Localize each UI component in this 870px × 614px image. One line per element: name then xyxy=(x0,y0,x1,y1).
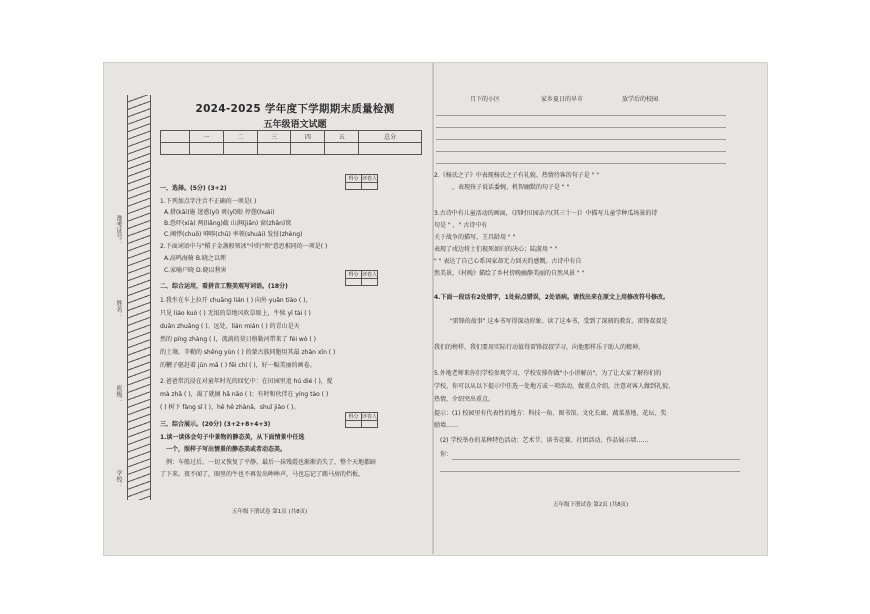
binding-label-exam-number: 准考证号： xyxy=(115,215,122,245)
grader-name-label: 评卷人 xyxy=(362,272,378,278)
grader-cell[interactable] xyxy=(346,279,362,286)
grader-score-label: 得分 xyxy=(346,271,362,279)
score-cell[interactable] xyxy=(223,143,257,155)
topic-option-2: 家乡夏日的早市 xyxy=(541,96,584,103)
option-text: C.家喻户晓 D.晓以利害 xyxy=(164,267,227,274)
exam-title: 2024-2025 学年度下学期期末质量检测 xyxy=(195,103,395,115)
passage-line: 的鞭子驱赶着 jūn mǎ ( ) fēi chí ( )，好一幅美丽的画卷。 xyxy=(160,362,316,369)
passage-line: "雷锋的故事" 这本书写得深动形象。读了这本书，受到了深刻的教育。雷锋叔叔是 xyxy=(450,318,668,325)
passage-line: 1.我坐在车上拉开 chuāng lián ( ) 向外 yuǎn tiào ( )， xyxy=(160,297,312,304)
binding-label-class: 班级： xyxy=(115,385,122,403)
answer-line[interactable] xyxy=(452,459,740,460)
answer-line[interactable] xyxy=(440,471,740,472)
score-cell[interactable] xyxy=(190,143,224,155)
question-4-heading: 4.下面一段话有2处错字，1处标点错误，2处语病。请找出来在原文上用修改符号修改。 xyxy=(434,294,669,301)
question-text: 一个，照样子写出情景的静态美或者动态美。 xyxy=(166,446,287,453)
score-cell[interactable] xyxy=(257,143,291,155)
score-cell[interactable] xyxy=(359,143,422,155)
passage-line: 然的 píng zhàng ( )，流淌的莫日格勒河带来了 féi wò ( ) xyxy=(160,336,316,343)
grader-cell[interactable] xyxy=(362,183,378,190)
score-cell[interactable] xyxy=(291,143,325,155)
hint-text: 提示：(1) 校园里有代表性的地方：科技一角、图书馆、文化长廊、蔬菜基地、花坛、奖 xyxy=(434,410,667,417)
question-text: 表现了戍边将士们视死如归的决心；陆游用 " " xyxy=(434,246,558,253)
right-page-footer: 五年级下册试卷 第2页 (共8页) xyxy=(553,502,629,508)
topic-option-1: 月下的小区 xyxy=(470,96,501,103)
option-text: A.高鸣海骑 B.晓之以理 xyxy=(164,255,226,262)
passage-line: 2.爸爸常沉浸在对童年时光的回忆中：在田园里追 hú dié ( )，捉 xyxy=(160,378,333,385)
answer-line[interactable] xyxy=(436,151,726,152)
grader-score-label: 得分 xyxy=(346,175,362,183)
topic-option-3: 放学后的校园 xyxy=(622,96,659,103)
binding-label-school: 学校： xyxy=(115,470,122,488)
grader-cell[interactable] xyxy=(362,421,378,428)
section-3-heading: 三、综合展示。(20分) (3+2+8+4+3) xyxy=(160,421,271,428)
question-text: 学校，你可以从以下提示中任选一处地方或一项活动，做重点介绍，注意对客人做到礼貌、 xyxy=(434,383,675,390)
grader-cell[interactable] xyxy=(362,279,378,286)
passage-line: 我们的榜样，我们要用实际行动值得雷锋叔叔学习，向他那样乐于助人的精神。 xyxy=(434,344,645,351)
question-text: 1.读一读体会句子中景物的静态美，从下面情景中任选 xyxy=(160,434,305,441)
question-text: 热情，介绍突出重点。 xyxy=(434,396,495,403)
question-text: 关于战争的描写，王昌龄用 " " xyxy=(434,234,516,241)
option-text: A.措(kāi)施 迷惑(yí) 爽(yī)眼 停憩(huái) xyxy=(164,209,275,216)
passage-line: duān zhuāng ( )。远处，lián mián ( ) 的青山是天 xyxy=(160,323,300,330)
passage-line: mà zhā ( )，渴了就摘 hā nǎo ( )；有时和伙伴在 yíng tào ( ) xyxy=(160,391,329,398)
binding-strip xyxy=(127,95,151,500)
grader-score-label: 得分 xyxy=(346,413,362,421)
answer-line[interactable] xyxy=(436,127,726,128)
grader-name-label: 评卷人 xyxy=(362,414,378,420)
grader-box-2 xyxy=(345,270,378,286)
score-header-total: 总分 xyxy=(359,131,422,143)
score-header-1: 一 xyxy=(190,131,224,143)
answer-prompt: 你： xyxy=(440,451,453,458)
score-header-2: 二 xyxy=(223,131,257,143)
option-text: C.阐悸(chuō) 呻嚀(chū) 率领(shuài) 发怔(zhèng) xyxy=(164,231,303,238)
question-text: " " 表达了自己心系国家却无力回天的感慨。古诗中有自 xyxy=(434,258,582,265)
question-text: 2.下面词语中与"稻子金盏般领冰"中的"领"意思相同的一项是( ) xyxy=(160,243,328,250)
grader-cell[interactable] xyxy=(346,183,362,190)
section-1-heading: 一、选择。(5分) (3+2) xyxy=(160,185,227,192)
left-page-footer: 五年级下册试卷 第1页 (共8页) xyxy=(232,509,308,515)
example-line: 了下来。夜不闻了，圈里的牛也不再发出哞哞声，马也忘记了踢马房的挡板， xyxy=(160,471,365,478)
passage-line: 的土壤。辛勤的 shēng yùn ( ) 的蒙古族同胞用其最 zhǎn xīn ( ) xyxy=(160,349,336,356)
score-header-4: 四 xyxy=(291,131,325,143)
score-table xyxy=(160,130,422,155)
example-line: 例：车船过后，一切又恢复了平静。最后一抹残霞也渐渐消失了，整个天地都暗 xyxy=(166,459,377,466)
answer-line[interactable] xyxy=(436,163,726,164)
section-2-heading: 二、综合运用，看拼音工整美观写词语。(18分) xyxy=(160,283,288,290)
answer-line[interactable] xyxy=(436,139,726,140)
question-text: 5.外地老师来你们学校参观学习，学校安排你做"小小讲解员"。为了让大家了解你们的 xyxy=(434,370,662,377)
question-text: 句是 " ，" 古诗中有 xyxy=(434,222,488,229)
passage-line: ( ) 树下 fàng sī ( )，hē hē zhànǎ，shuǐ jiǎo ( )。 xyxy=(160,404,300,411)
page-fold xyxy=(432,62,434,554)
grader-box-3 xyxy=(345,412,378,428)
option-text: B.恐吓(xià) 两(liǎng)截 山涧(jiān) 窗(zhān)窝 xyxy=(164,220,292,227)
question-text: 然美景，《村晚》描绘了乡村傍晚幽静美丽的自然风景 " " xyxy=(434,270,585,277)
score-cell[interactable] xyxy=(325,143,359,155)
binding-label-name: 姓名： xyxy=(115,300,122,318)
exam-subtitle: 五年级语文试题 xyxy=(263,120,327,130)
grader-box-1 xyxy=(345,174,378,190)
score-header-5: 五 xyxy=(325,131,359,143)
answer-line[interactable] xyxy=(436,115,726,116)
question-text: ，表现孩子说话委婉、机智幽默的句子是 " " xyxy=(452,184,570,191)
score-header-3: 三 xyxy=(257,131,291,143)
question-text: 2.《杨氏之子》中表现杨氏之子有礼貌、热情待客的句子是 " " xyxy=(434,172,600,179)
grader-cell[interactable] xyxy=(346,421,362,428)
passage-line: 只见 liáo kuò ( ) 无垠的草地风吹草原上，牛犊 yī tài ( ) xyxy=(160,310,311,317)
question-text: 1.下列加点字注音不正确的一项是( ) xyxy=(160,198,257,205)
hint-text: 励墙…… xyxy=(434,422,459,429)
question-text: 3.古诗中有儿童活动的画面，《四时田园杂兴(其三十一)》中描写儿童学种瓜场景的诗 xyxy=(434,210,658,217)
grader-name-label: 评卷人 xyxy=(362,176,378,182)
hint-text: (2) 学校举办的某种特色活动：艺术节、读书竞赛、社团活动、作品展示墙…… xyxy=(440,437,649,444)
